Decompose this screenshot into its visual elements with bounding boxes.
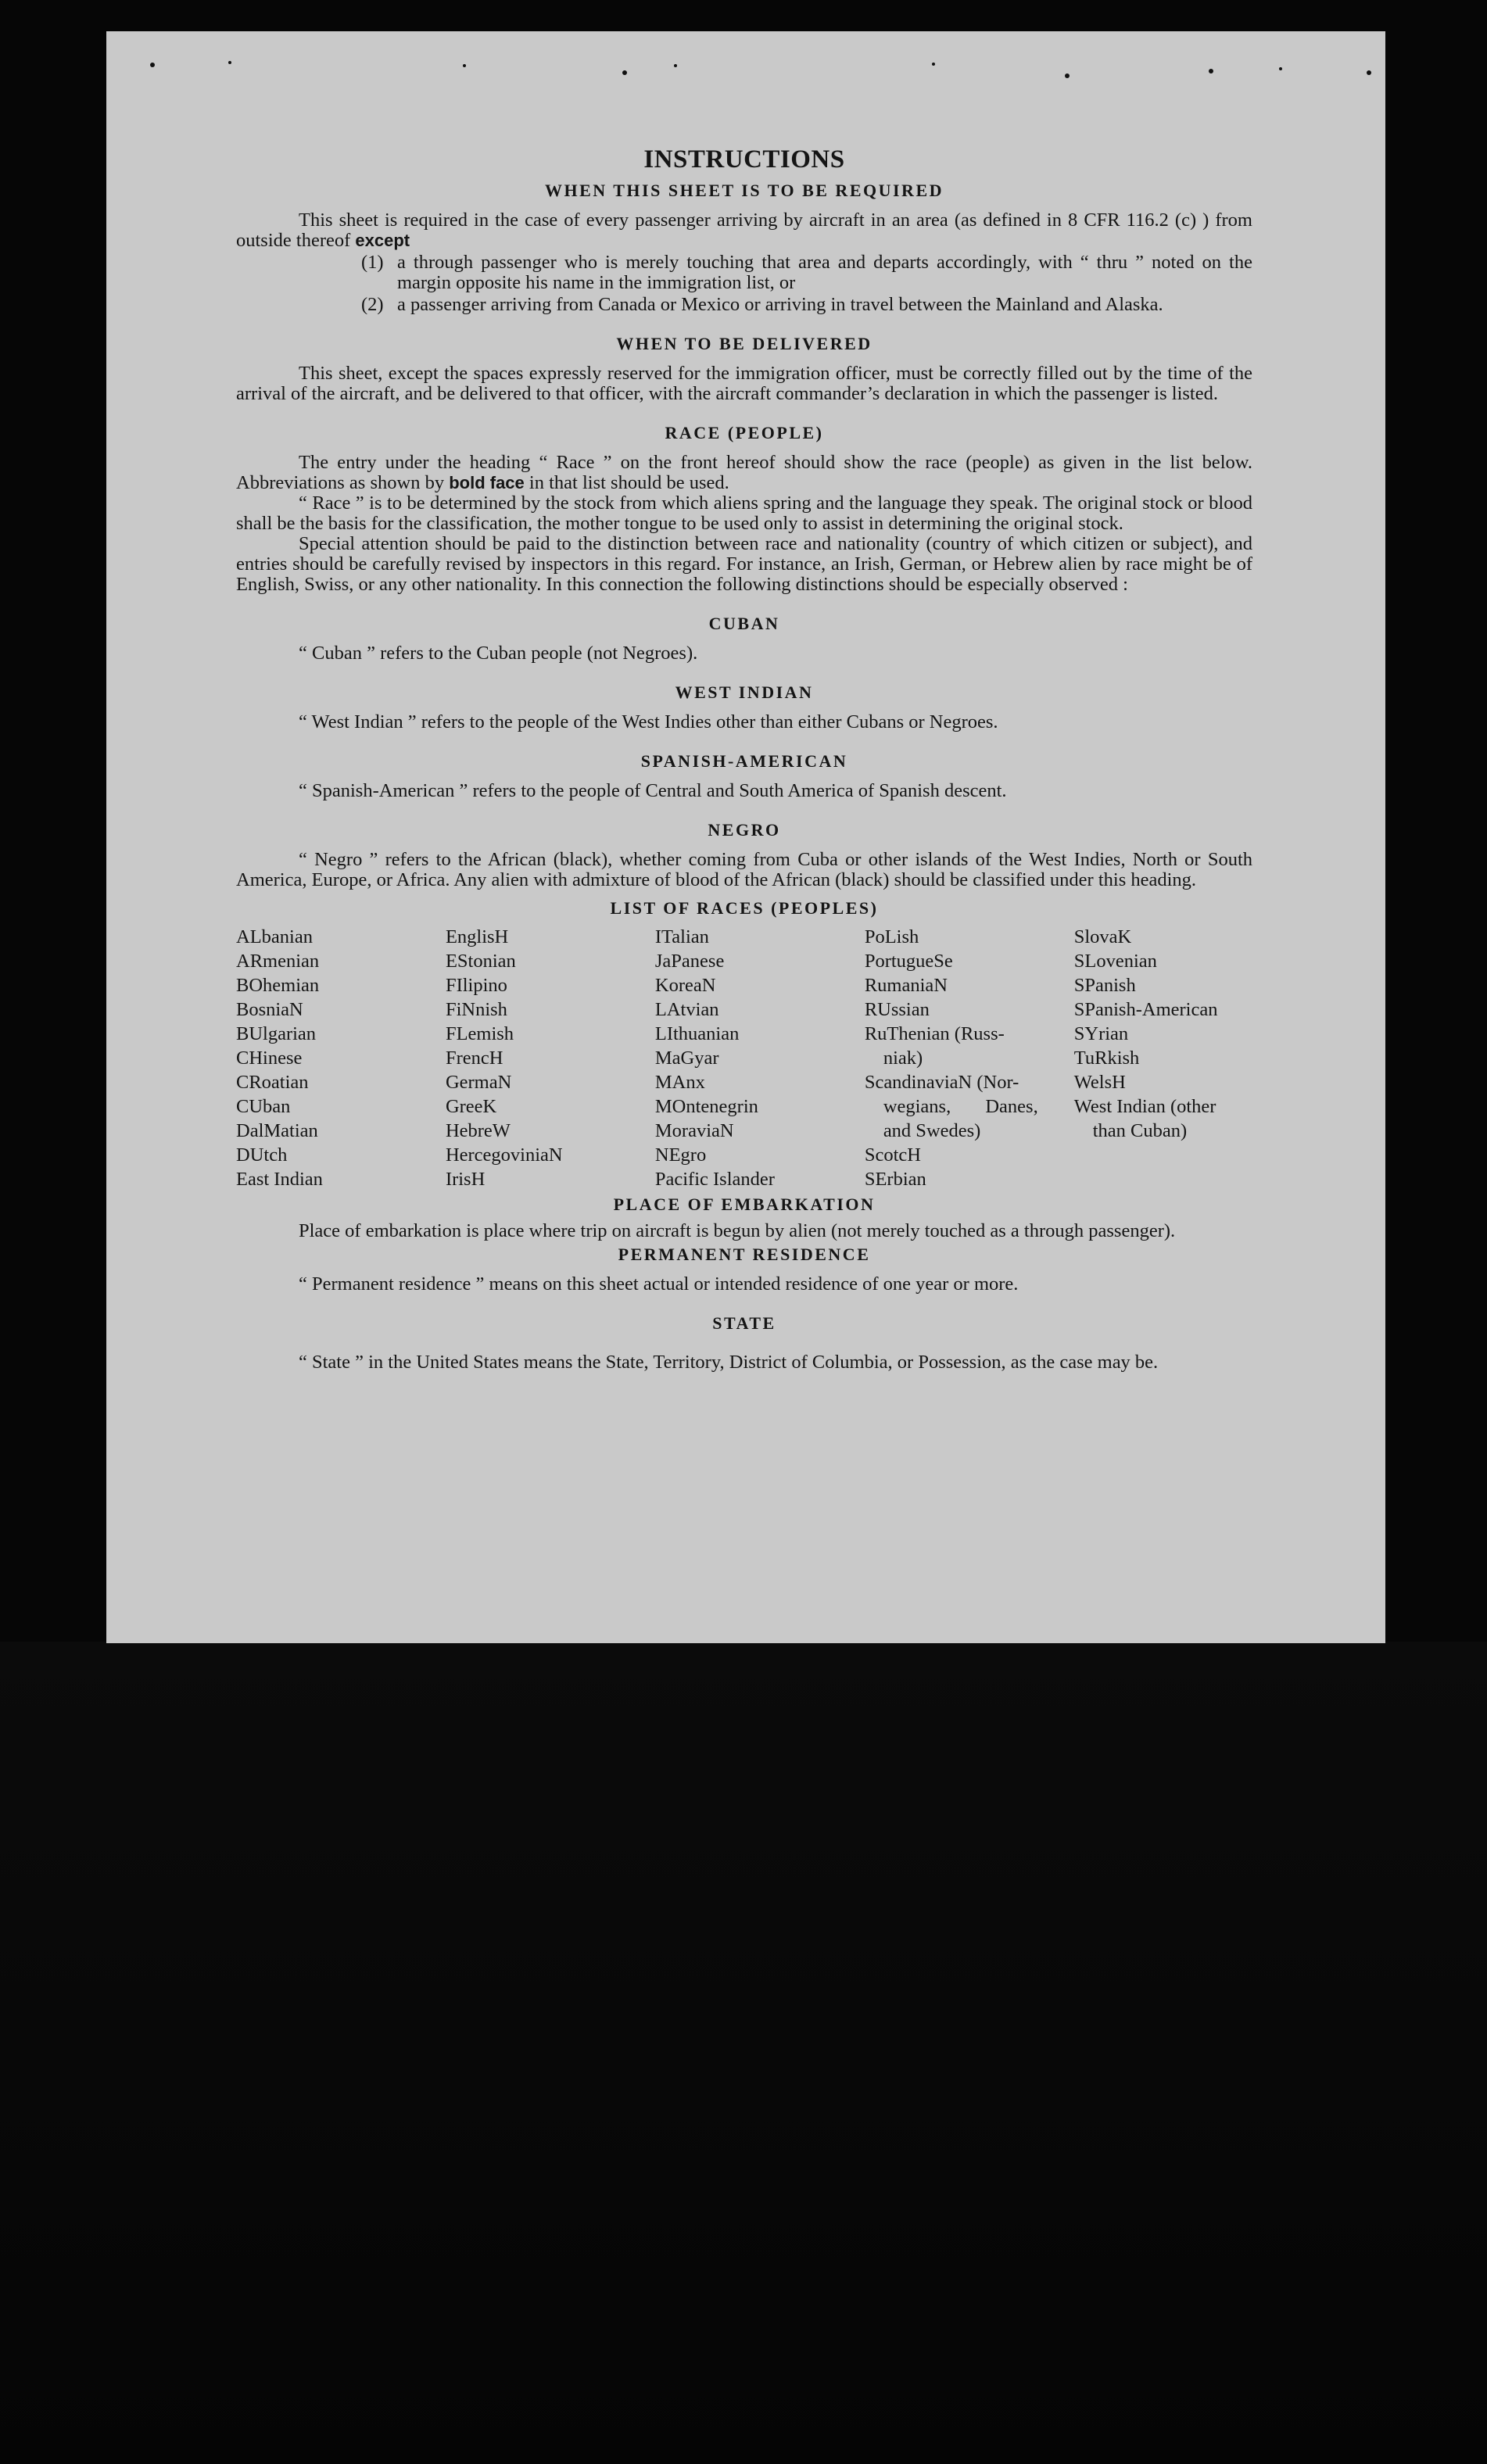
list-item — [361, 295, 1252, 315]
race-item: DUtch — [236, 1144, 288, 1166]
heading-when-delivered: WHEN TO BE DELIVERED — [616, 334, 872, 353]
race-item: GreeK — [445, 1096, 497, 1117]
race-item-continuation: than Cuban) — [1092, 1120, 1188, 1141]
race-item: RUssian — [864, 999, 930, 1020]
list-text: a passenger arriving from Canada or Mexico or arriving in travel between the Mainland and Alaska. — [397, 294, 1163, 315]
race-item: ARmenian — [236, 951, 320, 972]
race-item: FrencH — [445, 1048, 503, 1069]
race-item: West Indian (other — [1073, 1096, 1216, 1117]
race-item: MOntenegrin — [654, 1096, 758, 1117]
race-item: KoreaN — [654, 975, 716, 996]
heading-place-of-embarkation: PLACE OF EMBARKATION — [613, 1194, 876, 1214]
race-p1-after: in that list should be used. — [529, 472, 729, 493]
race-item: BUlgarian — [236, 1023, 317, 1044]
race-item: PoLish — [864, 926, 919, 947]
paragraph-cuban: “ Cuban ” refers to the Cuban people (not Negroes). — [299, 643, 698, 664]
race-item: MAnx — [654, 1072, 705, 1093]
page-title: INSTRUCTIONS — [643, 145, 845, 174]
races-column — [865, 925, 1074, 1191]
race-item: CHinese — [236, 1048, 303, 1069]
paragraph-race-3: Special attention should be paid to the distinction between race and nationality (country of which citizen or subject), and entries should be carefully revised by inspectors in this regard. For instance, an Irish, German, or Hebrew alien by race might be of English, Swiss, or any other nationality. In this connection the following distinctions should be especially observed : — [236, 533, 1252, 595]
document-page — [106, 31, 1385, 1643]
race-item: EnglisH — [445, 926, 509, 947]
race-item: SLovenian — [1073, 951, 1157, 972]
paragraph-state: “ State ” in the United States means the State, Territory, District of Columbia, or Possession, as the case may be. — [299, 1352, 1159, 1373]
race-item: SErbian — [864, 1169, 926, 1190]
heading-when-required: WHEN THIS SHEET IS TO BE REQUIRED — [544, 181, 944, 200]
races-column — [236, 925, 446, 1191]
race-item: GermaN — [445, 1072, 512, 1093]
paragraph-negro: “ Negro ” refers to the African (black), whether coming from Cuba or other islands of the West Indies, North or South America, Europe, or Africa. Any alien with admixture of blood of the African (black) should be classified under this heading. — [236, 849, 1252, 890]
races-list — [236, 925, 1252, 1191]
punch-mark — [463, 64, 466, 67]
race-item: WelsH — [1073, 1072, 1126, 1093]
race-item: TuRkish — [1073, 1048, 1140, 1069]
heading-list-of-races: LIST OF RACES (PEOPLES) — [610, 898, 879, 918]
race-item: HebreW — [445, 1120, 511, 1141]
heading-race: RACE (PEOPLE) — [665, 423, 824, 442]
list-text: a through passenger who is merely touching that area and departs accordingly, with “ thru ” noted on the margin opposite his name in the immigration list, or — [397, 252, 1252, 293]
race-item-continuation: wegians, Danes, — [883, 1096, 1038, 1117]
race-item: SPanish — [1073, 975, 1136, 996]
when-required-intro: This sheet is required in the case of every passenger arriving by aircraft in an area (as defined in 8 CFR 116.2 (c) ) from outside thereof — [236, 210, 1252, 251]
heading-negro: NEGRO — [708, 820, 781, 840]
list-number: (2) — [361, 294, 384, 315]
punch-mark — [1065, 73, 1070, 78]
paragraph-race-1 — [236, 453, 1252, 493]
list-item — [361, 252, 1252, 293]
race-item: ScotcH — [864, 1144, 921, 1166]
paragraph-spanish-american: “ Spanish-American ” refers to the people of Central and South America of Spanish descent. — [299, 780, 1007, 801]
race-item: DalMatian — [236, 1120, 318, 1141]
race-item: FLemish — [445, 1023, 514, 1044]
race-item: JaPanese — [654, 951, 725, 972]
race-item: BosniaN — [236, 999, 303, 1020]
punch-mark — [228, 61, 231, 64]
race-item: East Indian — [236, 1169, 323, 1190]
heading-state: STATE — [712, 1313, 776, 1333]
punch-mark — [1209, 69, 1213, 73]
race-item: RumaniaN — [864, 975, 948, 996]
race-item-continuation: and Swedes) — [883, 1120, 981, 1141]
race-item: ScandinaviaN (Nor- — [864, 1072, 1019, 1093]
punch-mark — [150, 63, 155, 67]
punch-mark — [932, 63, 935, 66]
heading-cuban: CUBAN — [708, 614, 780, 633]
race-item: FiNnish — [445, 999, 507, 1020]
race-item: ALbanian — [236, 926, 313, 947]
races-column — [446, 925, 655, 1191]
paragraph-permanent-residence: “ Permanent residence ” means on this sheet actual or intended residence of one year or more. — [299, 1273, 1019, 1295]
race-item: LIthuanian — [654, 1023, 740, 1044]
scanner-background — [0, 1642, 1487, 2464]
race-item: LAtvian — [654, 999, 719, 1020]
paragraph-place-of-embarkation: Place of embarkation is place where trip on aircraft is begun by alien (not merely touched as a through passenger). — [299, 1220, 1176, 1241]
races-column — [655, 925, 865, 1191]
race-item: Pacific Islander — [654, 1169, 775, 1190]
punch-mark — [1279, 67, 1282, 70]
race-p1-before: The entry under the heading “ Race ” on the front hereof should show the race (people) as given in the list below. Abbreviations as shown by — [236, 452, 1252, 493]
paragraph-race-2: “ Race ” is to be determined by the stock from which aliens spring and the language they speak. The original stock or blood shall be the basis for the classification, the mother tongue to be used only to assist in determining the original stock. — [236, 492, 1252, 534]
races-column — [1074, 925, 1252, 1191]
race-item: SPanish-American — [1073, 999, 1218, 1020]
race-item-continuation: niak) — [883, 1048, 923, 1069]
paragraph-west-indian: “ West Indian ” refers to the people of the West Indies other than either Cubans or Negroes. — [299, 711, 998, 732]
race-item: SYrian — [1073, 1023, 1129, 1044]
punch-mark — [674, 64, 677, 67]
race-item: FIlipino — [445, 975, 507, 996]
heading-spanish-american: SPANISH-AMERICAN — [640, 751, 848, 771]
race-item: CUban — [236, 1096, 291, 1117]
race-p1-bold: bold face — [449, 473, 525, 492]
race-item: BOhemian — [236, 975, 320, 996]
race-item: HercegoviniaN — [445, 1144, 563, 1166]
race-item: ITalian — [654, 926, 709, 947]
race-item: IrisH — [445, 1169, 486, 1190]
paragraph-when-required — [236, 210, 1252, 251]
race-item: NEgro — [654, 1144, 707, 1166]
race-item: SlovaK — [1073, 926, 1132, 947]
paragraph-when-delivered: This sheet, except the spaces expressly reserved for the immigration officer, must be correctly filled out by the time of the arrival of the aircraft, and be delivered to that officer, with the aircraft commander’s declaration in which the passenger is listed. — [236, 363, 1252, 404]
race-item: EStonian — [445, 951, 516, 972]
race-item: RuThenian (Russ- — [864, 1023, 1005, 1044]
race-item: MoraviaN — [654, 1120, 734, 1141]
race-item: MaGyar — [654, 1048, 719, 1069]
except-emphasis: except — [355, 231, 410, 250]
race-item: CRoatian — [236, 1072, 309, 1093]
race-item: PortugueSe — [864, 951, 953, 972]
heading-permanent-residence: PERMANENT RESIDENCE — [618, 1245, 871, 1264]
heading-west-indian: WEST INDIAN — [675, 682, 814, 702]
list-number: (1) — [361, 252, 384, 273]
punch-mark — [1367, 70, 1371, 75]
punch-mark — [622, 70, 627, 75]
